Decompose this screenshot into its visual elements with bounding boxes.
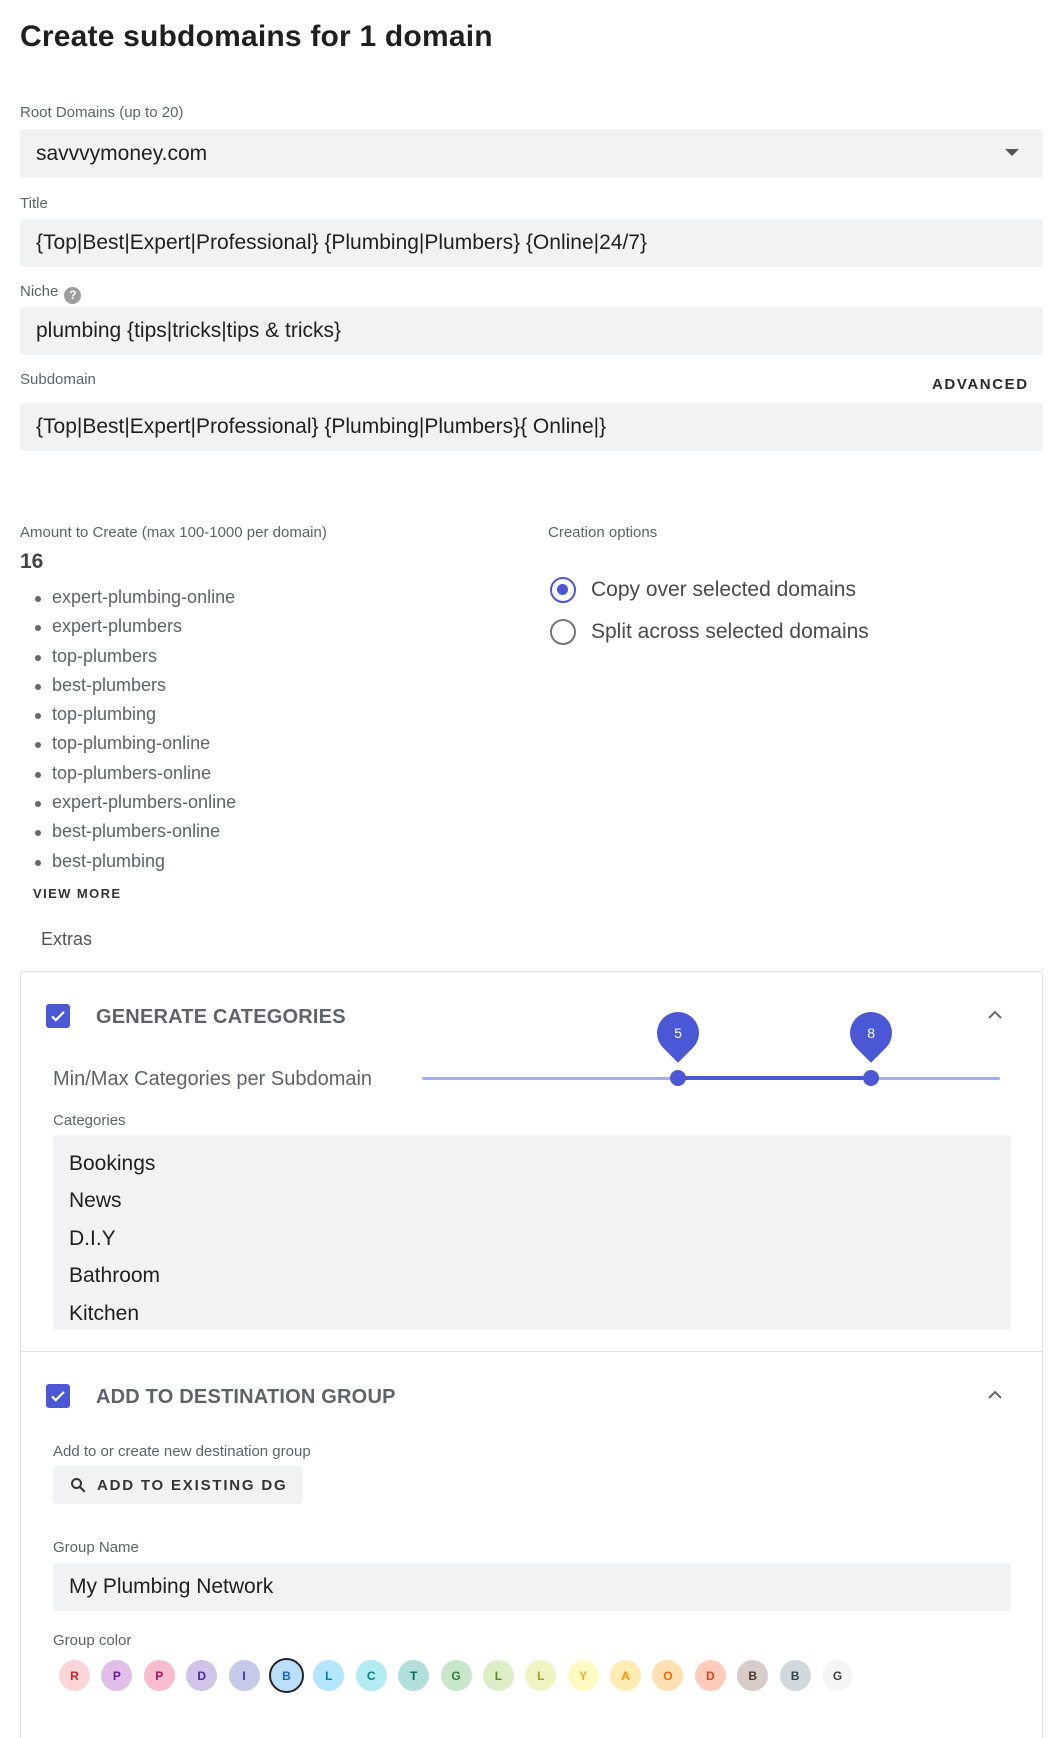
extras-label: Extras	[41, 929, 93, 949]
categories-label: Categories	[53, 1112, 126, 1129]
amount-value: 16	[20, 550, 44, 573]
checkmark-icon	[49, 1387, 67, 1405]
color-swatch[interactable]: P	[101, 1660, 132, 1691]
subdomain-preview-item: best-plumbers	[20, 671, 500, 700]
checkmark-icon	[49, 1007, 67, 1025]
subdomain-preview-item: top-plumbers	[20, 642, 500, 671]
color-swatch[interactable]: L	[483, 1660, 514, 1691]
group-name-input[interactable]: My Plumbing Network	[53, 1563, 1011, 1611]
subdomain-preview-item: top-plumbing	[20, 700, 500, 729]
color-swatch[interactable]: B	[780, 1660, 811, 1691]
radio-checked-icon	[550, 577, 576, 603]
slider-min-thumb[interactable]	[670, 1070, 686, 1086]
group-name-label: Group Name	[53, 1539, 139, 1556]
color-swatch[interactable]: R	[59, 1660, 90, 1691]
color-swatch[interactable]: D	[186, 1660, 217, 1691]
niche-label-row	[20, 283, 81, 304]
creation-options-group	[550, 569, 869, 653]
color-swatch[interactable]: B	[737, 1660, 768, 1691]
group-color-picker	[59, 1660, 853, 1691]
category-item: Kitchen	[69, 1301, 140, 1325]
help-icon[interactable]: ?	[64, 287, 81, 304]
subdomain-preview-item: best-plumbers-online	[20, 817, 500, 846]
title-label: Title	[20, 195, 48, 212]
root-domains-value: savvvymoney.com	[36, 141, 208, 165]
color-swatch[interactable]: B	[271, 1660, 302, 1691]
color-swatch[interactable]: D	[695, 1660, 726, 1691]
subdomain-label: Subdomain	[20, 371, 96, 388]
color-swatch[interactable]: G	[822, 1660, 853, 1691]
color-swatch[interactable]: L	[525, 1660, 556, 1691]
view-more-button[interactable]: VIEW MORE	[33, 886, 122, 901]
root-domains-label: Root Domains (up to 20)	[20, 104, 184, 121]
add-destination-group-label: Add to or create new destination group	[53, 1443, 311, 1460]
color-swatch[interactable]: Y	[568, 1660, 599, 1691]
add-to-existing-dg-label: ADD TO EXISTING DG	[97, 1476, 288, 1494]
color-swatch[interactable]: C	[356, 1660, 387, 1691]
color-swatch[interactable]: P	[144, 1660, 175, 1691]
option-copy-over[interactable]	[550, 569, 869, 611]
destination-group-title: ADD TO DESTINATION GROUP	[96, 1386, 396, 1408]
creation-options-label: Creation options	[548, 524, 658, 541]
slider-track	[678, 1076, 871, 1080]
color-swatch[interactable]: I	[229, 1660, 260, 1691]
slider-min-value: 5	[674, 1025, 682, 1041]
min-max-categories-slider[interactable]	[422, 1008, 1000, 1088]
radio-unchecked-icon	[550, 619, 576, 645]
option-copy-over-label: Copy over selected domains	[591, 578, 856, 601]
search-icon	[69, 1476, 87, 1494]
subdomain-preview-item: expert-plumbing-online	[20, 583, 500, 612]
title-input[interactable]: {Top|Best|Expert|Professional} {Plumbing|Plumbers} {Online|24/7}	[20, 219, 1043, 267]
category-item: Bathroom	[69, 1264, 161, 1288]
subdomain-preview-item: expert-plumbers	[20, 612, 500, 641]
slider-max-thumb[interactable]	[863, 1070, 879, 1086]
color-swatch[interactable]: G	[441, 1660, 472, 1691]
slider-max-value: 8	[867, 1025, 875, 1041]
group-color-label: Group color	[53, 1632, 132, 1649]
option-split-across-label: Split across selected domains	[591, 620, 869, 643]
add-to-existing-dg-button[interactable]	[53, 1466, 303, 1504]
dropdown-arrow-icon	[1005, 149, 1019, 156]
option-split-across[interactable]	[550, 611, 869, 653]
subdomain-preview-list	[20, 583, 500, 876]
subdomain-input[interactable]: {Top|Best|Expert|Professional} {Plumbing|Plumbers}{ Online|}	[20, 403, 1043, 451]
color-swatch[interactable]: L	[313, 1660, 344, 1691]
niche-label: Niche	[20, 283, 59, 300]
category-item: Bookings	[69, 1152, 156, 1175]
slider-label: Min/Max Categories per Subdomain	[53, 1068, 373, 1090]
categories-textarea[interactable]	[53, 1135, 1011, 1330]
advanced-button[interactable]: ADVANCED	[932, 376, 1029, 393]
generate-categories-checkbox[interactable]	[46, 1004, 70, 1028]
subdomain-preview-item: top-plumbers-online	[20, 759, 500, 788]
category-item: News	[69, 1189, 122, 1213]
section-divider	[20, 1351, 1043, 1352]
color-swatch[interactable]: T	[398, 1660, 429, 1691]
generate-categories-title: GENERATE CATEGORIES	[96, 1006, 346, 1028]
category-item: D.I.Y	[69, 1226, 116, 1250]
subdomain-preview-item: best-plumbing	[20, 847, 500, 876]
subdomain-preview-item: top-plumbing-online	[20, 729, 500, 758]
color-swatch[interactable]: O	[652, 1660, 683, 1691]
chevron-up-icon[interactable]	[986, 1386, 1004, 1404]
root-domains-select[interactable]	[20, 129, 1043, 178]
color-swatch[interactable]: A	[610, 1660, 641, 1691]
niche-input[interactable]: plumbing {tips|tricks|tips & tricks}	[20, 307, 1043, 355]
destination-group-checkbox[interactable]	[46, 1384, 70, 1408]
page-title: Create subdomains for 1 domain	[20, 20, 493, 53]
subdomain-preview-item: expert-plumbers-online	[20, 788, 500, 817]
amount-label: Amount to Create (max 100-1000 per domain)	[20, 524, 327, 541]
